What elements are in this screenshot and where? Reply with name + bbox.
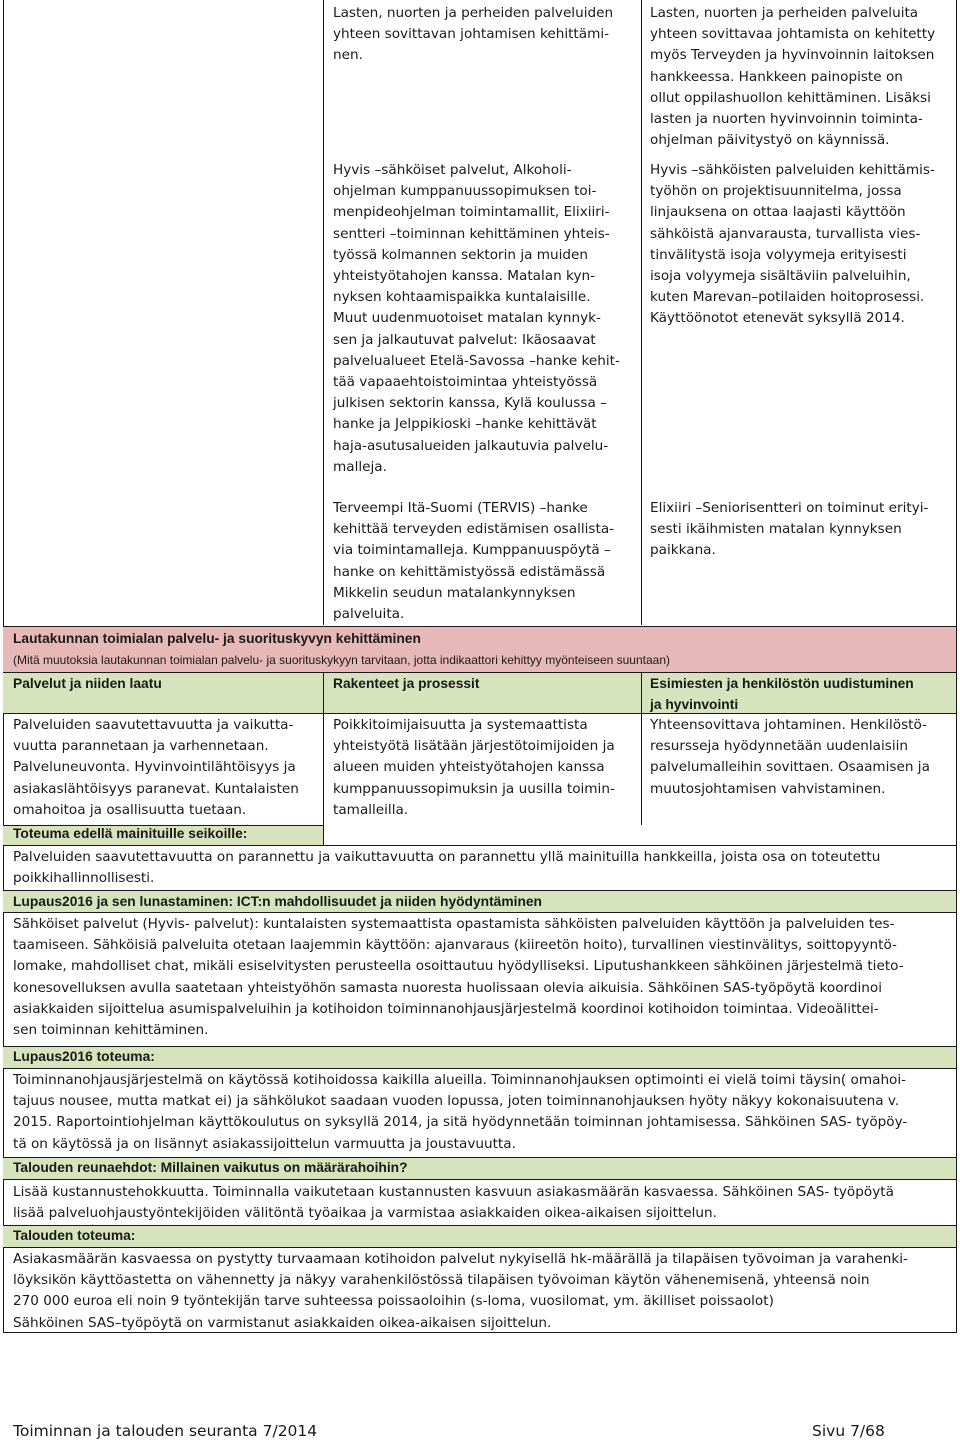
talous-toteuma-body: Asiakasmäärän kasvaessa on pystytty turvaamaan kotihoidon palvelut nykyisellä hk-määrällä ja tilapäisen työvoiman ja varahenki- löyksikön käyttöastetta on vähennetty ja näkyy varahenkilöstössä tilapäisen työvoiman käytön vähenemisenä, yhteensä noin 270 000 euroa eli noin 9 työntekijän tarve suhteessa poissaoloihin (s-loma, vuosilomat, ym. äkilliset poissaolot) Sähköinen SAS–työpöytä on varmistanut asiakkaiden oikea-aikaisen sijoittelun.: [13, 1251, 908, 1331]
column-divider-1: [323, 0, 324, 625]
divider: [3, 1068, 957, 1069]
table-border-bottom: [3, 1332, 957, 1333]
col3-header: Esimiesten ja henkilöstön uudistuminen ja hyvinvointi: [650, 676, 914, 712]
divider: [3, 626, 957, 627]
lupaus-body: Sähköiset palvelut (Hyvis- palvelut): kuntalaisten systemaattista opastamista sähköisten palveluiden käyttöön ja palveluiden tes- taamiseen. Sähköisiä palveluita otetaan laajemmin käyttöön: ajanvaraus (kiireetön hoito), turvallinen viestinvälitys, soittopyyntö- lomake, mahdolliset chat, mikäli esiselvitysten perusteella osoittautuu hyödylliseksi. Liputushankkeen sähköinen järjestelmä tieto- konesovelluksen avulla saatetaan yhteistyöhön samasta nuoresta huolissaan olevia aikuisia. Sähköinen SAS-työpöytä koordinoi asiakkaiden sijoittelua asumispalveluihin ja kotihoidon toiminnanohjausjärjestelmä koordinoi kotihoidon toimintaa. Videoälittei- sen toiminnan kehittäminen.: [13, 916, 904, 1039]
divider: [3, 845, 957, 846]
top-row-3-right: Elixiiri –Seniorisentteri on toiminut erityi- sesti ikäihmisten matalan kynnyksen paikkana.: [650, 500, 929, 559]
section-title: Lautakunnan toimialan palvelu- ja suorituskyvyn kehittäminen: [13, 631, 421, 646]
col2-header: Rakenteet ja prosessit: [333, 676, 480, 691]
toteuma-heading: Toteuma edellä mainituille seikoille:: [13, 826, 248, 841]
divider: [641, 673, 642, 825]
top-row-1-mid: Lasten, nuorten ja perheiden palveluiden yhteen sovittavan johtamisen kehittämi- nen.: [333, 5, 614, 64]
lupaus-toteuma-heading: Lupaus2016 toteuma:: [13, 1049, 155, 1064]
footer-left: Toiminnan ja talouden seuranta 7/2014: [13, 1422, 318, 1440]
top-row-2-mid: Hyvis –sähköiset palvelut, Alkoholi- ohjelman kumppanuussopimuksen toi- menpideohjelman toimintamallit, Elixiiri- sentteri –toiminnan kehittäminen yhteis- työssä kolmannen sektorin ja muiden yhteistyötahojen kanssa. Matalan kyn- nyksen kohtaamispaikka kuntalaisille. Muut uudenmuotoiset matalan kynnyk- sen ja jalkautuvat palvelut: Ikäosaavat palvelualueet Etelä-Savossa –hanke kehit- tää vapaaehtoistoimintaa yhteistyössä julkisen sektorin kanssa, Kylä koulussa – hanke ja Jelppikioski –hanke kehittävät haja-asutusalueiden jalkautuvia palvelu- malleja.: [333, 162, 620, 475]
top-row-2-right: Hyvis –sähköisten palveluiden kehittämis- työhön on projektisuunnitelma, jossa linjauksena on ottaa laajasti käyttöön sähköistä ajanvarausta, turvallista vies- tinvälitystä isoja volyymeja erityisesti isoja volyymeja sisältäviin palveluihin, kuten Marevan–potilaiden hoitoprosessi. Käyttöönotot etenevät syksyllä 2014.: [650, 162, 935, 327]
talous-toteuma-heading: Talouden toteuma:: [13, 1228, 136, 1243]
top-row-3-mid: Terveempi Itä-Suomi (TERVIS) –hanke kehittää terveyden edistämisen osallista- via toimintamalleja. Kumppanuuspöytä – hanke on kehittämistyössä edistämässä Mikkelin seudun matalankynnyksen palveluita.: [333, 500, 615, 623]
lupaus-toteuma-body: Toiminnanohjausjärjestelmä on käytössä kotihoidossa kaikilla alueilla. Toiminnanohjauksen optimointi ei vielä toimi täysin( omahoi- tajuus nousee, mutta matkat ei) ja sähkölukot saadaan vuoden lopussa, joten toiminnanohjauksen hyöty näkyy kokonaisuutena v. 2015. Raportointiohjelman käyttökoulutus on syksyllä 2014, ja sitä hyödynnetään toiminnan johtamisessa. Sähköinen SAS- työpöy- tä on käytössä ja on lisännyt asiakassijoittelun varmuutta ja joustavuutta.: [13, 1072, 908, 1152]
divider: [323, 825, 324, 845]
top-row-1-right: Lasten, nuorten ja perheiden palveluita yhteen sovittavaa johtamista on kehitetty myös Terveyden ja hyvinvoinnin laitoksen hankkeessa. Hankkeen painopiste on ollut oppilashuollon kehittäminen. Lisäksi lasten ja nuorten hyvinvoinnin toiminta- ohjelman päivitystyö on käynnissä.: [650, 5, 936, 149]
footer-right: Sivu 7/68: [812, 1422, 885, 1440]
toteuma-body: Palveluiden saavutettavuutta on parannettu ja vaikuttavuutta on parannettu yllä mainituilla hankkeilla, joista osa on toteutettu poikkihallinnollisesti.: [13, 849, 881, 887]
section-subtitle: (Mitä muutoksia lautakunnan toimialan palvelu- ja suorituskykyyn tarvitaan, jotta indikaattori kehittyy myönteiseen suuntaan): [13, 653, 670, 667]
column-divider-2: [641, 0, 642, 625]
col1-text: Palveluiden saavutettavuutta ja vaikutta- vuutta parannetaan ja varhennetaan. Palveluneuvonta. Hyvinvointilähtöisyys ja asiakaslähtöisyys paranevat. Kuntalaisten omahoitoa ja osallisuutta tuetaan.: [13, 717, 299, 818]
col3-text: Yhteensovittava johtaminen. Henkilöstö- resursseja hyödynnetään uudenlaisiin palvelumalleihin sovittaen. Osaamisen ja muutosjohtamisen vahvistaminen.: [650, 717, 930, 797]
divider: [323, 673, 324, 825]
divider: [3, 912, 957, 913]
divider: [3, 1247, 957, 1248]
col2-text: Poikkitoimijaisuutta ja systemaattista yhteistyötä lisätään järjestötoimijoiden ja alueen muiden yhteistyötahojen kanssa kumppanuussopimuksin ja uusilla toimin- tamalleilla.: [333, 717, 615, 818]
talous-body: Lisää kustannustehokkuutta. Toiminnalla vaikutetaan kustannusten kasvuun asiakasmäärän kasvaessa. Sähköinen SAS- työpöytä lisää palveluohjaustyöntekijöiden välitöntä työaikaa ja varmistaa asiakkaiden oikea-aikaisen sijoittelun.: [13, 1184, 894, 1222]
divider: [3, 1179, 957, 1180]
divider: [3, 713, 957, 714]
lupaus-heading: Lupaus2016 ja sen lunastaminen: ICT:n mahdollisuudet ja niiden hyödyntäminen: [13, 894, 542, 909]
col1-header: Palvelut ja niiden laatu: [13, 676, 162, 691]
talous-heading: Talouden reunaehdot: Millainen vaikutus on määrärahoihin?: [13, 1160, 408, 1175]
table-border-right: [956, 0, 957, 1332]
